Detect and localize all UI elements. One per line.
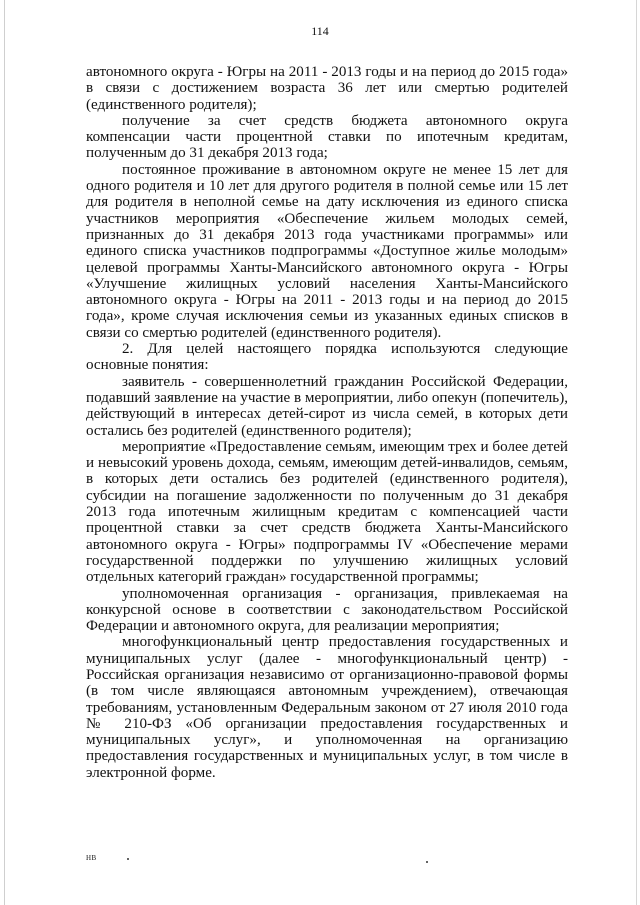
scan-speck <box>426 861 428 863</box>
footer-mark: НВ <box>86 854 97 862</box>
paragraph-definitions-intro: 2. Для целей настоящего порядка используются следующие основные понятия: <box>86 341 568 374</box>
paragraph-interest-compensation: получение за счет средств бюджета автономного округа компенсации части процентной ставки по ипотечным кредитам, полученным до 31 декабря 2013 года; <box>86 112 568 162</box>
scan-speck <box>127 858 129 860</box>
paragraph-definition-applicant: заявитель - совершеннолетний гражданин Российской Федерации, подавший заявление на участие в мероприятии, либо опекун (попечитель), действующий в интересах детей-сирот из числа семей, в которых дети остались без родителей (единственного родителя); <box>86 373 568 439</box>
page-number: 114 <box>311 24 329 38</box>
paragraph-residence-requirement: постоянное проживание в автономном округе не менее 15 лет для одного родителя и 10 лет для другого родителя в полной семье или 15 лет для родителя в неполной семье на дату исключения из единого списка участников мероприятия «Обеспечение жильем молодых семей, признанных до 31 декабря 2013 года участниками программы» или единого списка участников подпрограммы «Доступное жилье молодым» целевой программы Ханты-Мансийского автономного округа - Югры «Улучшение жилищных условий населения Ханты-Мансийского автономного округа - Югры на 2011 - 2013 годы и на период до 2015 года», кроме случая исключения семьи из указанных единых списков в связи со смертью родителей (единственного родителя). <box>86 161 568 341</box>
scan-edge-right <box>636 0 637 905</box>
scan-edge-left <box>4 0 5 905</box>
paragraph-definition-mfc: многофункциональный центр предоставления государственных и муниципальных услуг (далее - многофункциональный центр) - Российская организация независимо от организационно-правовой формы (в том числе являющаяся автономным учреждением), отвечающая требованиям, установленным Федеральным законом от 27 июля 2010 года № 210-ФЗ «Об организации предоставления государственных и муниципальных услуг», и уполномоченная на организацию предоставления государственных и муниципальных услуг, в том числе в электронной форме. <box>86 634 568 781</box>
document-body <box>86 64 568 781</box>
paragraph-continuation: автономного округа - Югры на 2011 - 2013 годы и на период до 2015 года» в связи с достижением возраста 36 лет или смертью родителей (единственного родителя); <box>86 64 568 113</box>
paragraph-definition-measure: мероприятие «Предоставление семьям, имеющим трех и более детей и невысокий уровень дохода, семьям, имеющим детей-инвалидов, семьям, в которых дети остались без родителей (единственного родителя), субсидии на погашение задолженности по полученным до 31 декабря 2013 года ипотечным жилищным кредитам с компенсацией части процентной ставки за счет средств бюджета Ханты-Мансийского автономного округа - Югры» подпрограммы IV «Обеспечение мерами государственной поддержки по улучшению жилищных условий отдельных категорий граждан» государственной программы; <box>86 438 568 586</box>
paragraph-definition-authorized-org: уполномоченная организация - организация, привлекаемая на конкурсной основе в соответствии с законодательством Российской Федерации и автономного округа, для реализации мероприятия; <box>86 585 568 635</box>
